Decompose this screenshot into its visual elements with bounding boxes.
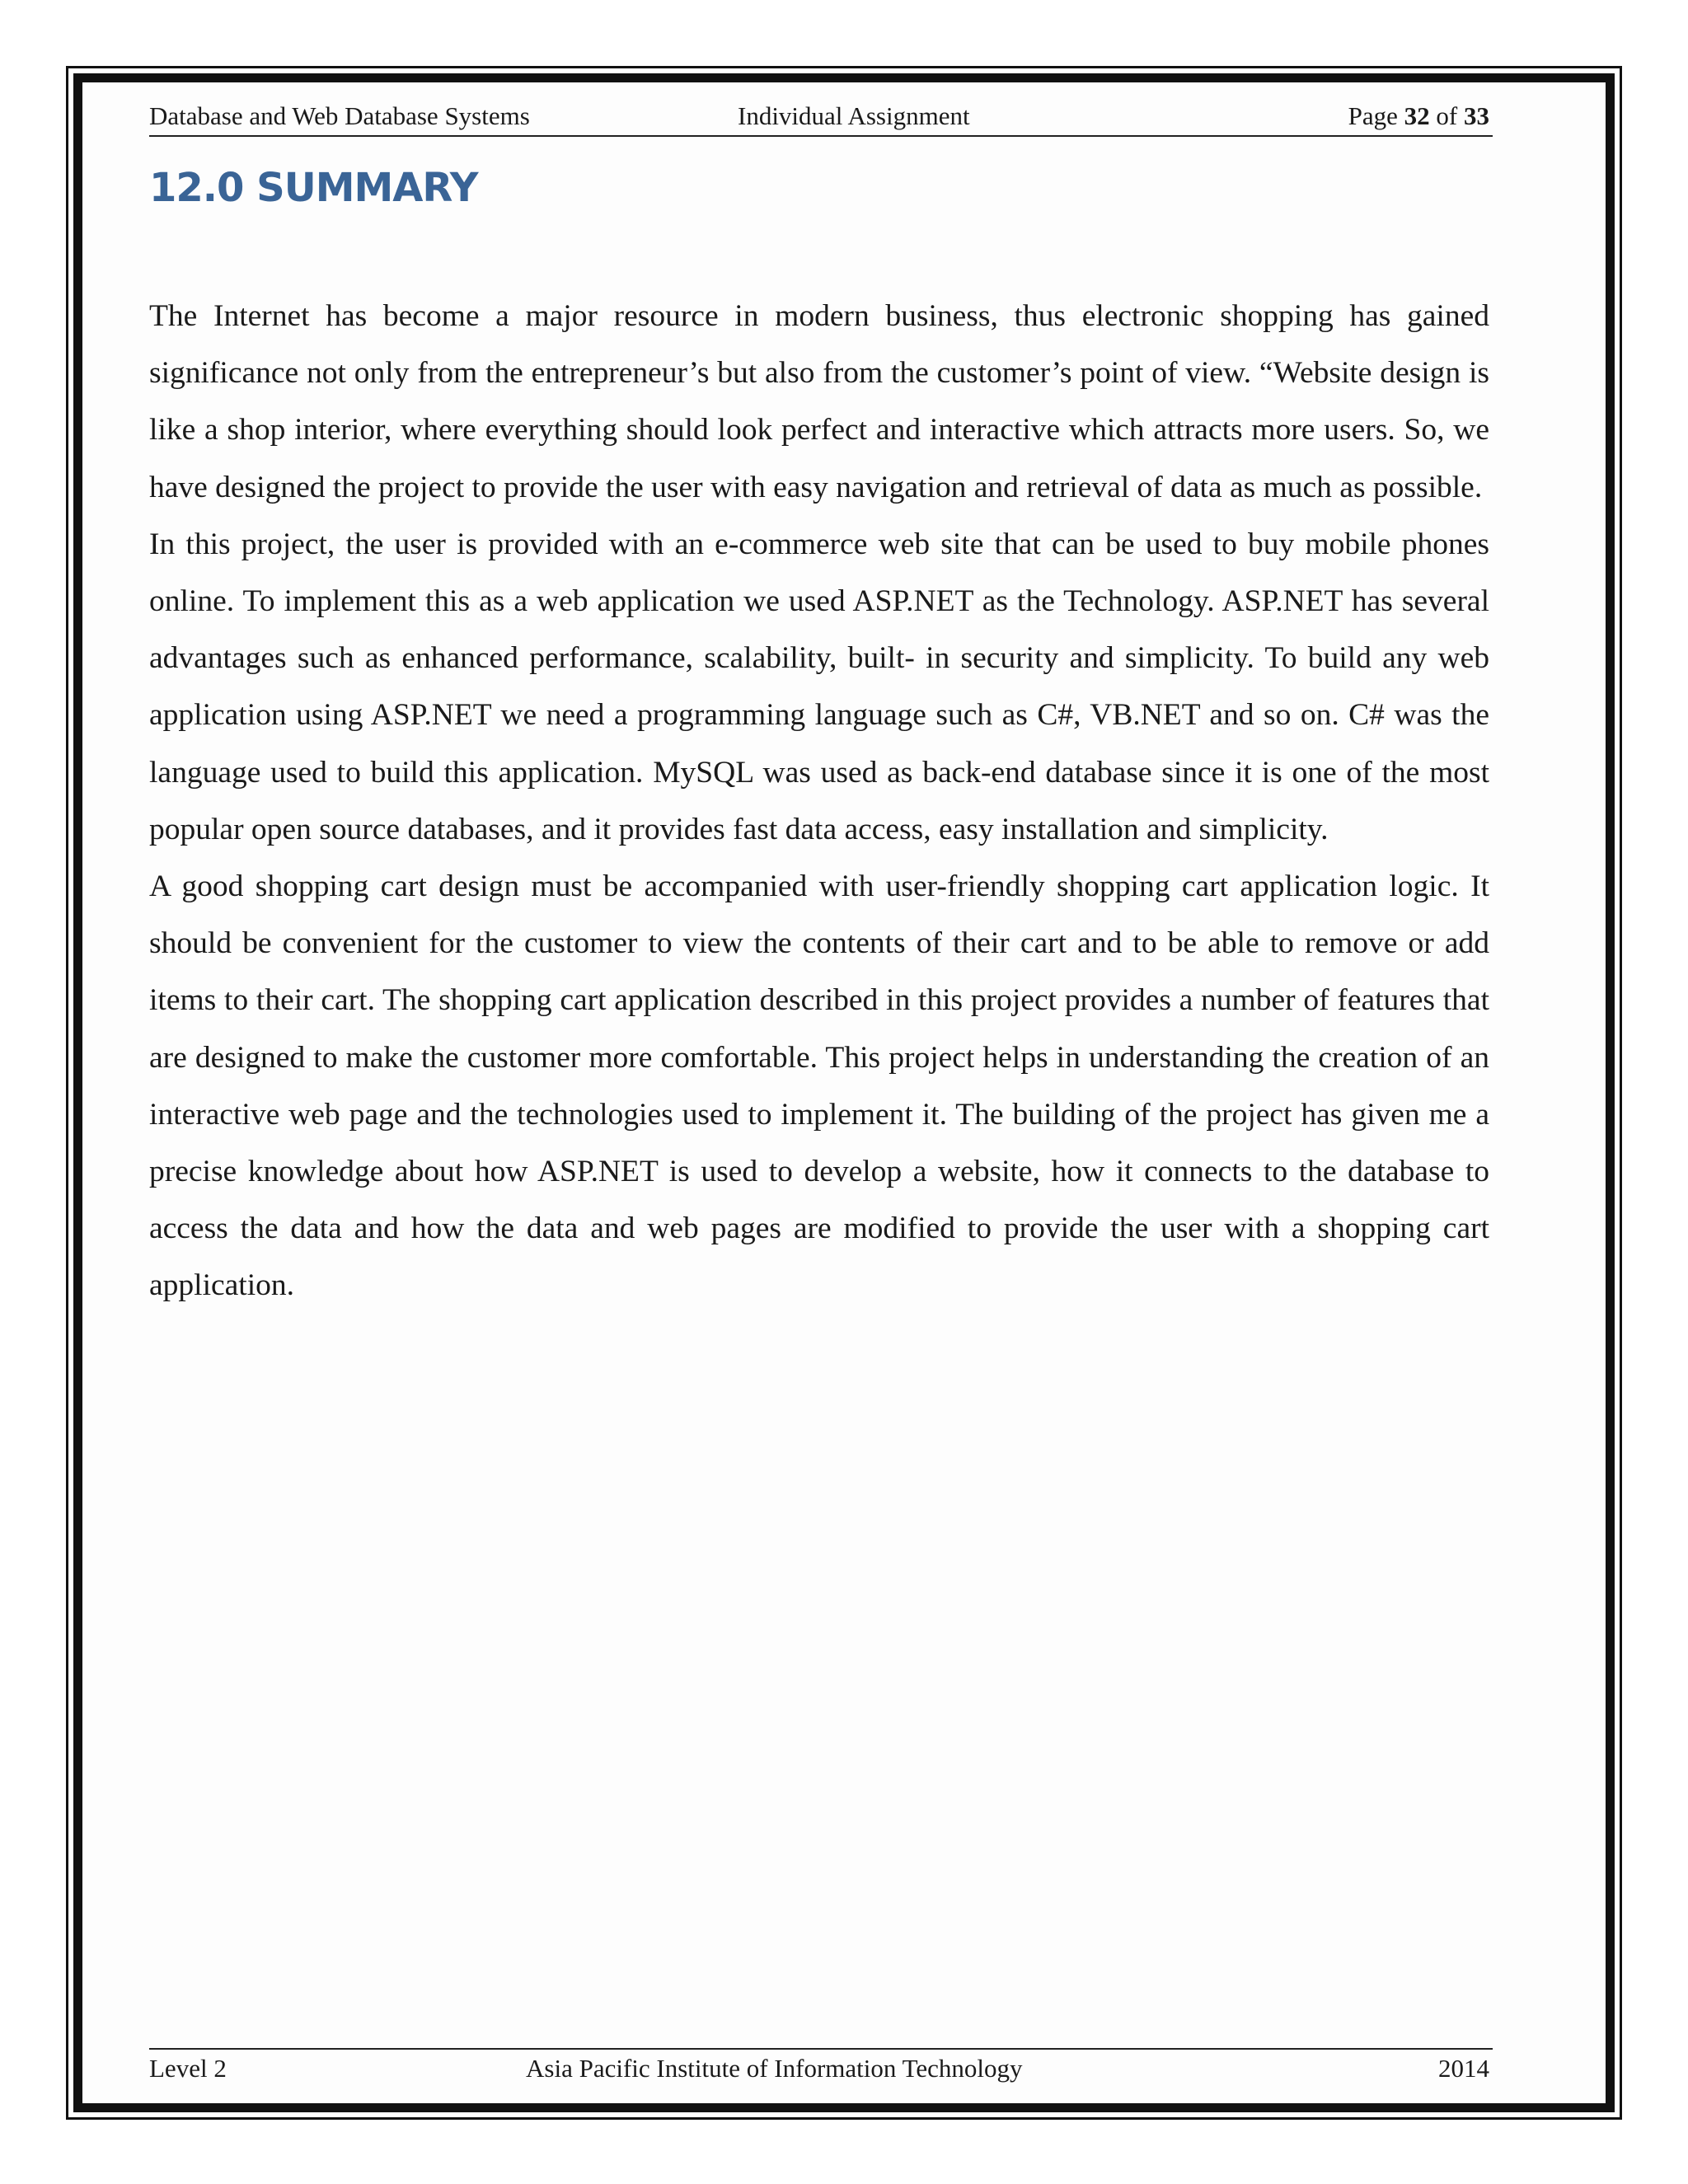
header-page-number xyxy=(1348,97,1489,135)
summary-body xyxy=(149,288,1489,1315)
page-current: 32 xyxy=(1404,101,1430,130)
page-prefix: Page xyxy=(1348,101,1398,130)
footer-year: 2014 xyxy=(1438,2054,1489,2083)
header-course: Database and Web Database Systems xyxy=(149,101,530,130)
page-of: of xyxy=(1436,101,1458,130)
footer-level: Level 2 xyxy=(149,2054,227,2083)
footer-institution: Asia Pacific Institute of Information Technology xyxy=(526,2054,1023,2083)
paragraph-3: A good shopping cart design must be accompanied with user-friendly shopping cart application logic. It should be convenient for the customer to view the contents of their cart and to be able to remove or add items to their cart. The shopping cart application described in this project provides a number of features that are designed to make the customer more comfortable. This project helps in understanding the creation of an interactive web page and the technologies used to implement it. The building of the project has given me a precise knowledge about how ASP.NET is used to develop a website, how it connects to the database to access the data and how the data and web pages are modified to provide the user with a shopping cart application. xyxy=(149,869,1489,1303)
paragraph-2: In this project, the user is provided with an e-commerce web site that can be used to buy mobile phones online. To implement this as a web application we used ASP.NET as the Technology. ASP.NET has several advantages such as enhanced performance, scalability, built- in security and simplicity. To build any web application using ASP.NET we need a programming language such as C#, VB.NET and so on. C# was the language used to build this application. MySQL was used as back-end database since it is one of the most popular open source databases, and it provides fast data access, easy installation and simplicity. xyxy=(149,527,1489,846)
paragraph-1: The Internet has become a major resource in modern business, thus electronic shopping has gained significance not only from the entrepreneur’s but also from the customer’s point of view. “Website design is like a shop interior, where everything should look perfect and interactive which attracts more users. So, we have designed the project to provide the user with easy navigation and retrieval of data as much as possible. xyxy=(149,299,1489,504)
header-assignment: Individual Assignment xyxy=(738,101,970,130)
page-header xyxy=(149,97,1493,137)
page-footer xyxy=(149,2048,1493,2088)
page-total: 33 xyxy=(1464,101,1489,130)
section-title: 12.0 SUMMARY xyxy=(149,165,478,211)
